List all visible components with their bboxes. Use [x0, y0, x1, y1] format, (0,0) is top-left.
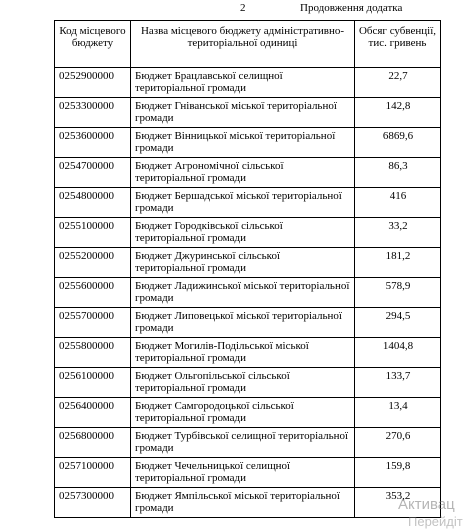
- budget-name: Бюджет Джуринської сільської територіальної громади: [131, 248, 355, 278]
- table-row: [55, 308, 441, 338]
- table-row: [55, 218, 441, 248]
- subvention-amount: 22,7: [355, 68, 441, 98]
- subvention-table: [54, 20, 441, 518]
- budget-code: 0255600000: [55, 278, 131, 308]
- budget-name: Бюджет Чечельницької селищної територіальної громади: [131, 458, 355, 488]
- table-row: [55, 68, 441, 98]
- table-row: [55, 158, 441, 188]
- budget-code: 0253300000: [55, 98, 131, 128]
- budget-code: 0256400000: [55, 398, 131, 428]
- budget-code: 0256100000: [55, 368, 131, 398]
- column-header-name: Назва місцевого бюджету адміністративно-територіальної одиниці: [131, 21, 355, 68]
- budget-name: Бюджет Агрономічної сільської територіальної громади: [131, 158, 355, 188]
- subvention-amount: 133,7: [355, 368, 441, 398]
- subvention-amount: 13,4: [355, 398, 441, 428]
- table-row: [55, 338, 441, 368]
- table-row: [55, 368, 441, 398]
- subvention-amount: 578,9: [355, 278, 441, 308]
- table-row: [55, 458, 441, 488]
- subvention-amount: 142,8: [355, 98, 441, 128]
- budget-name: Бюджет Ямпільської міської територіальної громади: [131, 488, 355, 518]
- table-row: [55, 488, 441, 518]
- activation-watermark: Активац: [398, 496, 455, 513]
- table-row: [55, 278, 441, 308]
- budget-code: 0257300000: [55, 488, 131, 518]
- subvention-amount: 1404,8: [355, 338, 441, 368]
- budget-name: Бюджет Могилів-Подільської міської територіальної громади: [131, 338, 355, 368]
- column-header-code: Код місцевого бюджету: [55, 21, 131, 68]
- budget-code: 0257100000: [55, 458, 131, 488]
- budget-name: Бюджет Вінницької міської територіальної громади: [131, 128, 355, 158]
- budget-code: 0252900000: [55, 68, 131, 98]
- budget-code: 0255700000: [55, 308, 131, 338]
- budget-name: Бюджет Брацлавської селищної територіальної громади: [131, 68, 355, 98]
- subvention-amount: 181,2: [355, 248, 441, 278]
- subvention-amount: 86,3: [355, 158, 441, 188]
- subvention-amount: 353,2: [355, 488, 441, 518]
- budget-name: Бюджет Ладижинської міської територіальної громади: [131, 278, 355, 308]
- budget-code: 0255100000: [55, 218, 131, 248]
- budget-code: 0255200000: [55, 248, 131, 278]
- table-row: [55, 248, 441, 278]
- subvention-amount: 294,5: [355, 308, 441, 338]
- table-row: [55, 98, 441, 128]
- subvention-amount: 6869,6: [355, 128, 441, 158]
- budget-name: Бюджет Гніванської міської територіальної громади: [131, 98, 355, 128]
- table-row: [55, 428, 441, 458]
- continuation-label: Продовження додатка: [300, 2, 403, 14]
- budget-name: Бюджет Турбівської селищної територіальної громади: [131, 428, 355, 458]
- budget-code: 0256800000: [55, 428, 131, 458]
- budget-name: Бюджет Ольгопільської сільської територіальної громади: [131, 368, 355, 398]
- table-row: [55, 128, 441, 158]
- subvention-amount: 33,2: [355, 218, 441, 248]
- page-number: 2: [240, 2, 246, 14]
- budget-name: Бюджет Самгородоцької сільської територіальної громади: [131, 398, 355, 428]
- budget-name: Бюджет Городківської сільської територіальної громади: [131, 218, 355, 248]
- budget-code: 0255800000: [55, 338, 131, 368]
- budget-code: 0254800000: [55, 188, 131, 218]
- budget-code: 0254700000: [55, 158, 131, 188]
- budget-name: Бюджет Липовецької міської територіальної громади: [131, 308, 355, 338]
- page-header: [0, 0, 470, 18]
- subvention-amount: 270,6: [355, 428, 441, 458]
- table-row: [55, 398, 441, 428]
- column-header-amount: Обсяг субвенції, тис. гривень: [355, 21, 441, 68]
- subvention-amount: 159,8: [355, 458, 441, 488]
- budget-name: Бюджет Бершадської міської територіальної громади: [131, 188, 355, 218]
- subvention-amount: 416: [355, 188, 441, 218]
- table-row: [55, 188, 441, 218]
- table-header-row: [55, 21, 441, 68]
- budget-code: 0253600000: [55, 128, 131, 158]
- activation-watermark-subtext: Перейдіт: [408, 514, 463, 529]
